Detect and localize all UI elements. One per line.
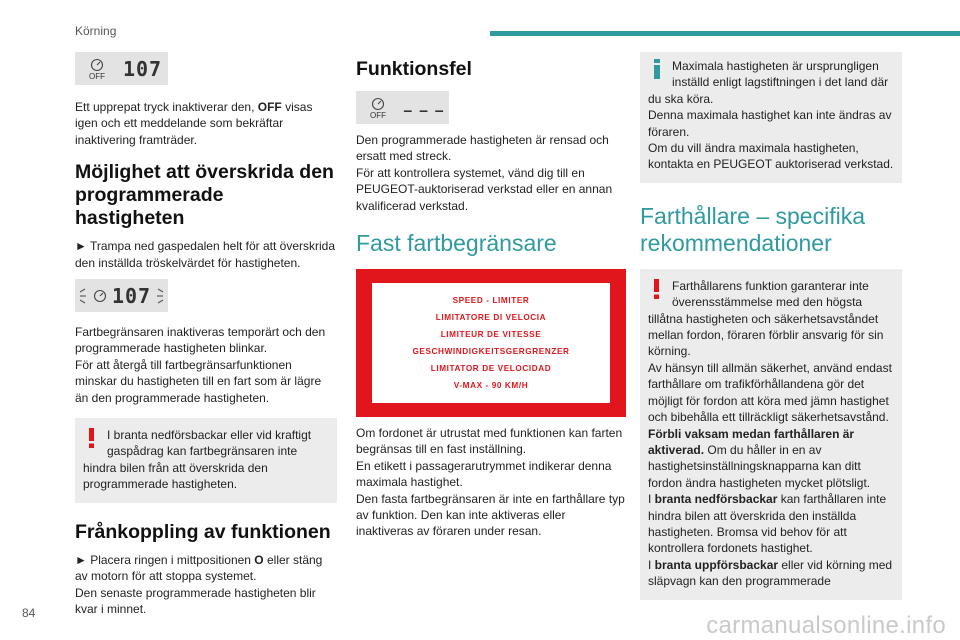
paragraph: En etikett i passagerarutrymmet indikerar denna maximala hastighet.	[356, 458, 612, 490]
section-header: Körning	[75, 24, 117, 38]
heading-fixed-limiter: Fast fartbegränsare	[356, 230, 557, 257]
page-number: 84	[22, 606, 36, 620]
sign-line: LIMITEUR DE VITESSE	[440, 329, 542, 339]
sign-line: LIMITATORE DI VELOCIA	[435, 312, 547, 322]
paragraph: Den fasta fartbegränsaren är inte en farthållare typ av funktion. Den kan inte aktiveras eller inaktiveras av föraren under resan.	[356, 491, 625, 539]
warning-text: Förbli vaksam medan farthållaren är aktiverad. Om du håller in en av hastighetsinställningsknapparna kan ditt fordon ändra hastigheten mycket plötsligt.	[648, 426, 871, 490]
info-text: Om du vill ändra maximala hastigheten, kontakta en PEUGEOT auktoriserad verkstad.	[648, 141, 894, 172]
header-accent-bar	[490, 31, 960, 36]
warning-text: tillåtna hastigheten och säkerhetsavståndet mellan fordon, föraren förblir ansvarig för sin körning.	[648, 311, 884, 359]
paragraph: Ett upprepat tryck inaktiverar den, OFF visas igen och ett meddelande som bekräftar inaktivering framträder.	[75, 100, 313, 147]
info-text: Denna maximala hastighet kan inte ändras av föraren.	[648, 108, 892, 139]
speed-value: 107	[122, 56, 163, 81]
paragraph: Den programmerade hastigheten är rensad och ersatt med streck.	[356, 133, 609, 164]
display-off-107	[75, 52, 168, 85]
heading-cruise-recommendations: Farthållare – specifika rekommendationer	[640, 202, 865, 256]
speed-limiter-label-image	[356, 269, 626, 417]
speedometer-limiter-icon	[362, 96, 394, 120]
warning-text: Av hänsyn till allmän säkerhet, använd endast farthållare om trafikförhållandena gör det möjligt för fordon att köra med jämn hastighet och bibehålla ett tillräckligt säkerhetsavstånd.	[648, 360, 892, 425]
off-label: OFF	[88, 71, 105, 81]
heading-malfunction: Funktionsfel	[356, 58, 472, 80]
column-left	[75, 52, 337, 617]
warning-note	[75, 418, 337, 503]
warning-text: I branta uppförsbackar eller vid körning med släpvagn kan den programmerade	[648, 557, 893, 589]
heading-disengage: Frånkoppling av funktionen	[75, 520, 331, 543]
speedometer-limiter-icon	[81, 57, 113, 81]
info-icon	[650, 58, 664, 80]
label-sticker	[371, 282, 611, 404]
sign-line: LIMITATOR DE VELOCIDAD	[430, 363, 552, 373]
warning-text: Farthållarens funktion garanterar inte överensstämmelse med den högsta	[672, 278, 869, 310]
off-label: OFF	[369, 110, 386, 120]
sign-line: GESCHWINDIGKEITSGERGRENZER	[412, 346, 570, 356]
speed-value: 107	[111, 283, 152, 308]
display-off-dashes	[356, 91, 449, 124]
sign-line: SPEED - LIMITER	[452, 295, 530, 305]
watermark: carmanualsonline.info	[706, 612, 946, 639]
speedometer-limiter-icon	[92, 287, 108, 305]
paragraph: Om fordonet är utrustat med funktionen kan farten begränsas till en fast inställning.	[356, 426, 623, 457]
column-middle	[356, 52, 626, 540]
blink-rays-icon	[155, 285, 173, 307]
info-note	[640, 52, 902, 183]
paragraph: Fartbegränsaren inaktiveras temporärt och den programmerade hastigheten blinkar.	[75, 325, 326, 356]
warning-note	[640, 269, 902, 600]
info-text: du ska köra.	[648, 91, 714, 106]
column-right	[640, 52, 902, 600]
paragraph: Den senaste programmerade hastigheten blir kvar i minnet.	[75, 585, 316, 616]
display-blink-107	[75, 279, 168, 312]
heading-overspeed: Möjlighet att överskrida den programmerade hastigheten	[75, 161, 334, 230]
paragraph: För att återgå till fartbegränsarfunktionen minskar du hastigheten till en fart som är lägre än den programmerade hastigheten.	[75, 357, 322, 405]
warning-text: I branta nedförsbackar eller vid kraftigt gaspådrag kan fartbegränsaren inte	[107, 428, 312, 459]
blink-rays-icon	[70, 285, 88, 307]
speed-dashes: – – –	[403, 104, 444, 119]
paragraph: För att kontrollera systemet, vänd dig till en PEUGEOT-auktoriserad verkstad eller en annan kvalificerad verkstad.	[356, 165, 613, 213]
paragraph: ► Placera ringen i mittpositionen O eller stäng av motorn för att stoppa systemet.	[75, 552, 323, 584]
sign-line: V-MAX - 90 KM/H	[453, 380, 529, 390]
warning-text: hindra bilen från att överskrida den programmerade hastigheten.	[83, 460, 268, 492]
exclamation-icon	[85, 427, 99, 449]
warning-text: I branta nedförsbackar kan farthållaren inte hindra bilen att överskrida den inställda hastigheten. Bromsa vid behov för att kontrollera fordonets hastighet.	[648, 492, 887, 556]
paragraph: ► Trampa ned gaspedalen helt för att överskrida den inställda tröskelvärdet för hastigheten.	[75, 239, 336, 270]
exclamation-icon	[650, 278, 664, 300]
info-text: Maximala hastigheten är ursprungligen inställd enligt lagstiftningen i det land där	[672, 59, 889, 90]
